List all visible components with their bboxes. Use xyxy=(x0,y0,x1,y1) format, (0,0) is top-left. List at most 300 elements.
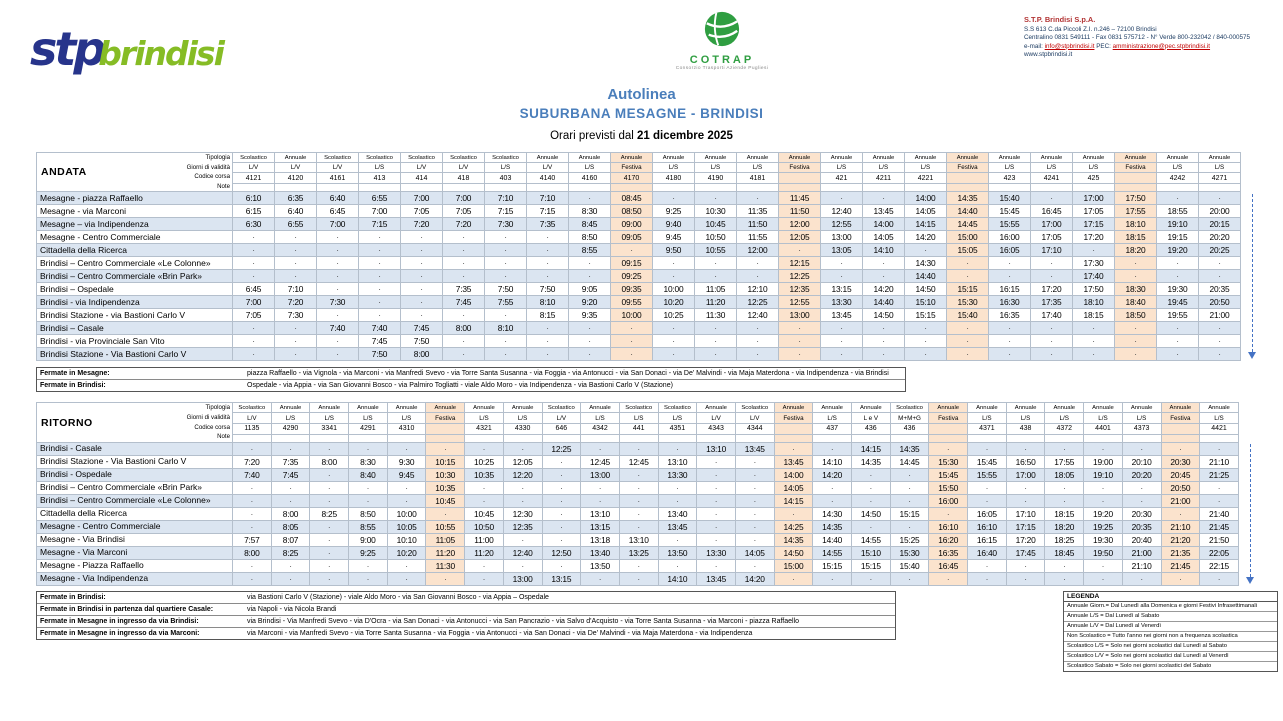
time-cell: 7:05 xyxy=(233,309,275,322)
stop-name: Brindisi – Centro Commerciale «Brin Park» xyxy=(37,270,233,283)
tipologia-cell: Annuale xyxy=(271,403,310,413)
time-cell: 11:30 xyxy=(426,559,465,572)
time-cell: 17:55 xyxy=(1115,205,1157,218)
note-cell xyxy=(1073,184,1115,192)
time-cell: 21:20 xyxy=(1161,533,1200,546)
note-cell xyxy=(465,434,504,442)
time-cell: 14:35 xyxy=(774,533,813,546)
note-cell xyxy=(735,434,774,442)
timetable-row xyxy=(37,231,1241,244)
time-cell: · xyxy=(779,322,821,335)
note-row xyxy=(37,616,895,628)
stop-name: Mesagne - Via Indipendenza xyxy=(37,572,233,585)
validity-prefix: Orari previsti dal xyxy=(550,130,634,142)
time-cell: 13:30 xyxy=(658,468,697,481)
time-cell: 14:15 xyxy=(774,494,813,507)
company-email-line xyxy=(1024,43,1269,52)
time-cell: 15:45 xyxy=(968,455,1007,468)
time-cell: · xyxy=(863,257,905,270)
note-row xyxy=(37,604,895,616)
note-text: via Brindisi - Via Manfredi Svevo - via D'Ocra - via San Donaci - via Antonucci - via San Pancrazio - via Salvo d'Acquisto - via Torre Santa Susanna - via Marconi - piazza Raffaello xyxy=(247,617,800,625)
time-cell: 6:45 xyxy=(233,283,275,296)
tipologia-cell: Annuale xyxy=(275,153,317,163)
time-cell: 17:40 xyxy=(1073,270,1115,283)
time-cell: · xyxy=(1115,322,1157,335)
note-cell xyxy=(233,184,275,192)
time-cell: 7:35 xyxy=(271,455,310,468)
time-cell: · xyxy=(1122,442,1161,455)
direction-label: ANDATA xyxy=(41,166,87,179)
pec-link[interactable]: amministrazione@pec.stpbrindisi.it xyxy=(1112,42,1211,50)
time-cell: · xyxy=(1157,322,1199,335)
stop-name: Mesagne - Centro Commerciale xyxy=(37,231,233,244)
codice-cell: 4161 xyxy=(317,173,359,184)
time-cell: 12:05 xyxy=(779,231,821,244)
time-cell: · xyxy=(852,481,891,494)
time-cell: 14:15 xyxy=(905,218,947,231)
time-cell: · xyxy=(569,348,611,361)
time-cell: 13:40 xyxy=(658,507,697,520)
codice-cell: 4351 xyxy=(658,423,697,434)
time-cell: 14:15 xyxy=(852,442,891,455)
time-cell: 10:00 xyxy=(653,283,695,296)
note-cell xyxy=(611,184,653,192)
time-cell: · xyxy=(968,559,1007,572)
time-cell: 12:10 xyxy=(737,283,779,296)
time-cell: · xyxy=(658,533,697,546)
time-cell: · xyxy=(779,244,821,257)
time-cell: · xyxy=(619,559,658,572)
timetable-row xyxy=(37,309,1241,322)
time-cell: 21:40 xyxy=(1200,507,1239,520)
time-cell: · xyxy=(359,244,401,257)
time-cell: 17:20 xyxy=(1006,533,1045,546)
time-cell: 18:45 xyxy=(1045,546,1084,559)
time-cell: 17:30 xyxy=(1073,257,1115,270)
tipologia-cell: Annuale xyxy=(774,403,813,413)
time-cell: 11:05 xyxy=(695,283,737,296)
codice-cell xyxy=(426,423,465,434)
codice-cell xyxy=(1161,423,1200,434)
time-cell: · xyxy=(359,283,401,296)
time-cell: 14:50 xyxy=(774,546,813,559)
time-cell: · xyxy=(1157,192,1199,205)
time-cell: · xyxy=(310,559,349,572)
codice-cell: 4344 xyxy=(735,423,774,434)
pec-label: PEC: xyxy=(1096,42,1111,50)
time-cell: 12:45 xyxy=(619,455,658,468)
time-cell: 18:20 xyxy=(1115,244,1157,257)
note-cell xyxy=(813,434,852,442)
time-cell: · xyxy=(465,494,504,507)
giorni-cell: L/S xyxy=(359,163,401,173)
time-cell: 12:45 xyxy=(581,455,620,468)
time-cell: 14:20 xyxy=(863,283,905,296)
time-cell: · xyxy=(821,322,863,335)
time-cell: 17:05 xyxy=(1031,231,1073,244)
header-row-label: Tipologia xyxy=(205,404,230,412)
time-cell: · xyxy=(737,270,779,283)
time-cell: 7:10 xyxy=(527,192,569,205)
time-cell: 19:20 xyxy=(1157,244,1199,257)
codice-cell: 437 xyxy=(813,423,852,434)
giorni-cell: L/S xyxy=(310,413,349,423)
time-cell: · xyxy=(929,507,968,520)
codice-cell: 4120 xyxy=(275,173,317,184)
time-cell: 10:30 xyxy=(695,205,737,218)
time-cell: 16:35 xyxy=(989,309,1031,322)
time-cell: · xyxy=(619,494,658,507)
note-cell xyxy=(581,434,620,442)
time-cell: 14:10 xyxy=(813,455,852,468)
time-cell: · xyxy=(890,572,929,585)
time-cell: 7:15 xyxy=(527,205,569,218)
giorni-cell: L/S xyxy=(1045,413,1084,423)
time-cell: · xyxy=(735,481,774,494)
time-cell: 8:00 xyxy=(233,546,272,559)
time-cell: 20:50 xyxy=(1161,481,1200,494)
time-cell: 7:45 xyxy=(401,322,443,335)
arrow-head-icon xyxy=(1248,352,1256,359)
time-cell: 7:50 xyxy=(527,283,569,296)
time-cell: · xyxy=(1199,335,1241,348)
time-cell: 17:45 xyxy=(1006,546,1045,559)
time-cell: 19:45 xyxy=(1157,296,1199,309)
tipologia-cell: Annuale xyxy=(779,153,821,163)
tipologia-cell: Annuale xyxy=(813,403,852,413)
codice-cell: 421 xyxy=(821,173,863,184)
time-cell: 14:55 xyxy=(813,546,852,559)
time-cell: · xyxy=(387,494,426,507)
time-cell: 7:20 xyxy=(401,218,443,231)
time-cell: · xyxy=(275,257,317,270)
time-cell: · xyxy=(1115,270,1157,283)
time-cell: · xyxy=(359,270,401,283)
time-cell: 13:45 xyxy=(821,309,863,322)
giorni-cell: L/S xyxy=(1157,163,1199,173)
giorni-cell: L/S xyxy=(503,413,542,423)
time-cell: 19:30 xyxy=(1084,533,1123,546)
tipologia-cell: Annuale xyxy=(611,153,653,163)
time-cell: 21:25 xyxy=(1200,468,1239,481)
time-cell: 16:15 xyxy=(989,283,1031,296)
time-cell: 7:45 xyxy=(443,296,485,309)
company-phones: Centralino 0831 549111 - Fax 0831 575712 - N° Verde 800-232042 / 840-000575 xyxy=(1024,34,1250,42)
time-cell: · xyxy=(542,520,581,533)
time-cell: 9:30 xyxy=(387,455,426,468)
legend-item: Scolastico Sabato = Solo nei giorni scolastici del Sabato xyxy=(1067,662,1212,669)
time-cell: · xyxy=(527,335,569,348)
time-cell: 14:40 xyxy=(905,270,947,283)
time-cell: · xyxy=(233,520,272,533)
giorni-cell: Festiva xyxy=(426,413,465,423)
company-info xyxy=(1024,8,1269,60)
codice-cell: 425 xyxy=(1073,173,1115,184)
time-cell: · xyxy=(233,559,272,572)
time-cell: · xyxy=(947,257,989,270)
time-cell: · xyxy=(359,257,401,270)
stp-logo-text: stp xyxy=(30,22,104,76)
time-cell: 08:50 xyxy=(611,205,653,218)
time-cell: 15:15 xyxy=(905,309,947,322)
time-cell: · xyxy=(774,442,813,455)
time-cell: 7:45 xyxy=(271,468,310,481)
giorni-cell: L e V xyxy=(852,413,891,423)
tipologia-cell: Annuale xyxy=(349,403,388,413)
note-label: Fermate in Brindisi: xyxy=(40,593,106,601)
note-cell xyxy=(947,184,989,192)
time-cell: · xyxy=(581,481,620,494)
legend-item: Scolastico L/V = Solo nei giorni scolastici dal Lunedì al Venerdì xyxy=(1064,652,1277,662)
stop-name: Mesagne - Via Marconi xyxy=(37,546,233,559)
time-cell: · xyxy=(852,468,891,481)
time-cell: 20:45 xyxy=(1161,468,1200,481)
time-cell: · xyxy=(1006,559,1045,572)
time-cell: · xyxy=(697,468,736,481)
time-cell: 14:10 xyxy=(658,572,697,585)
time-cell: 6:55 xyxy=(275,218,317,231)
time-cell: · xyxy=(697,520,736,533)
time-cell: 14:35 xyxy=(852,455,891,468)
header-row-label: Giorni di validità xyxy=(186,163,230,171)
legend-item: Scolastico L/S = Solo nei giorni scolastici dal Lunedì al Sabato xyxy=(1064,642,1277,652)
time-cell: 14:40 xyxy=(863,296,905,309)
stop-name: Brindisi – Casale xyxy=(37,322,233,335)
time-cell: · xyxy=(310,546,349,559)
codice-cell: 436 xyxy=(890,423,929,434)
time-cell: · xyxy=(1122,481,1161,494)
time-cell: 11:20 xyxy=(426,546,465,559)
timetable-row xyxy=(37,348,1241,361)
time-cell: 13:15 xyxy=(581,520,620,533)
timetable-row xyxy=(37,559,1239,572)
tipologia-cell: Annuale xyxy=(465,403,504,413)
time-cell: 15:30 xyxy=(890,546,929,559)
time-cell: 10:20 xyxy=(387,546,426,559)
codice-cell: 4271 xyxy=(1199,173,1241,184)
time-cell: 10:00 xyxy=(387,507,426,520)
time-cell: · xyxy=(569,270,611,283)
time-cell: 8:10 xyxy=(485,322,527,335)
time-cell: · xyxy=(774,507,813,520)
time-cell: 19:20 xyxy=(1084,507,1123,520)
time-cell: 15:10 xyxy=(905,296,947,309)
time-cell: 10:10 xyxy=(387,533,426,546)
time-cell: · xyxy=(317,270,359,283)
codice-cell: 414 xyxy=(401,173,443,184)
time-cell: 10:45 xyxy=(465,507,504,520)
time-cell: 14:30 xyxy=(813,507,852,520)
stop-name: Mesagne - via Marconi xyxy=(37,205,233,218)
time-cell: 7:05 xyxy=(443,205,485,218)
time-cell: 17:20 xyxy=(1073,231,1115,244)
note-cell xyxy=(426,434,465,442)
codice-cell: 4160 xyxy=(569,173,611,184)
time-cell: 12:55 xyxy=(821,218,863,231)
time-cell: · xyxy=(1157,270,1199,283)
note-cell xyxy=(275,184,317,192)
note-row xyxy=(37,628,895,639)
time-cell: 13:10 xyxy=(697,442,736,455)
time-cell: · xyxy=(443,231,485,244)
time-cell: 8:10 xyxy=(527,296,569,309)
time-cell: · xyxy=(989,270,1031,283)
tipologia-cell: Annuale xyxy=(989,153,1031,163)
time-cell: 21:00 xyxy=(1122,546,1161,559)
time-cell: 13:40 xyxy=(581,546,620,559)
time-cell: · xyxy=(863,322,905,335)
codice-cell: 3341 xyxy=(310,423,349,434)
time-cell: · xyxy=(542,494,581,507)
time-cell: · xyxy=(735,507,774,520)
time-cell: · xyxy=(569,257,611,270)
time-cell: 7:57 xyxy=(233,533,272,546)
tipologia-cell: Annuale xyxy=(310,403,349,413)
time-cell: 21:10 xyxy=(1122,559,1161,572)
time-cell: · xyxy=(695,257,737,270)
legend xyxy=(1063,591,1278,672)
time-cell: 14:35 xyxy=(947,192,989,205)
email-label: e-mail: xyxy=(1024,42,1043,50)
time-cell: · xyxy=(697,507,736,520)
time-cell: · xyxy=(735,455,774,468)
time-cell: · xyxy=(275,244,317,257)
time-cell: 10:35 xyxy=(426,481,465,494)
note-cell xyxy=(443,184,485,192)
time-cell: · xyxy=(813,494,852,507)
time-cell: · xyxy=(658,494,697,507)
timetable-row xyxy=(37,481,1239,494)
time-cell: 15:50 xyxy=(929,481,968,494)
time-cell: 18:05 xyxy=(1045,468,1084,481)
time-cell: 10:05 xyxy=(387,520,426,533)
codice-cell xyxy=(1115,173,1157,184)
time-cell: 15:15 xyxy=(852,559,891,572)
time-cell: · xyxy=(737,192,779,205)
note-row xyxy=(37,380,905,391)
time-cell: · xyxy=(569,322,611,335)
time-cell: · xyxy=(503,533,542,546)
time-cell: · xyxy=(735,559,774,572)
time-cell: 9:20 xyxy=(569,296,611,309)
tipologia-cell: Annuale xyxy=(821,153,863,163)
time-cell: · xyxy=(890,481,929,494)
time-cell: 7:00 xyxy=(317,218,359,231)
note-cell xyxy=(401,184,443,192)
time-cell: · xyxy=(653,322,695,335)
time-cell: · xyxy=(890,468,929,481)
time-cell: · xyxy=(485,244,527,257)
time-cell: 10:30 xyxy=(426,468,465,481)
stop-name: Brindisi – Centro Commerciale «Brin Park» xyxy=(37,481,233,494)
time-cell: · xyxy=(611,335,653,348)
time-cell: 19:15 xyxy=(1157,231,1199,244)
time-cell: · xyxy=(821,257,863,270)
stop-name: Cittadella della Ricerca xyxy=(37,244,233,257)
time-cell: 12:15 xyxy=(779,257,821,270)
email-link[interactable]: info@stpbrindisi.it xyxy=(1044,42,1095,50)
time-cell: 15:00 xyxy=(947,231,989,244)
time-cell: 09:15 xyxy=(611,257,653,270)
time-cell: · xyxy=(387,481,426,494)
time-cell: · xyxy=(349,494,388,507)
note-cell xyxy=(968,434,1007,442)
time-cell: · xyxy=(1006,494,1045,507)
time-cell: 14:40 xyxy=(947,205,989,218)
timetable-row xyxy=(37,507,1239,520)
note-cell xyxy=(1157,184,1199,192)
header-row-label: Codice corsa xyxy=(194,423,230,431)
note-cell xyxy=(1031,184,1073,192)
time-cell: 7:40 xyxy=(233,468,272,481)
time-cell: · xyxy=(317,335,359,348)
time-cell: 9:00 xyxy=(349,533,388,546)
stop-name: Cittadella della Ricerca xyxy=(37,507,233,520)
time-cell: · xyxy=(527,244,569,257)
time-cell: 11:50 xyxy=(779,205,821,218)
giorni-cell: L/V xyxy=(233,163,275,173)
time-cell: · xyxy=(443,348,485,361)
timetable-row xyxy=(37,468,1239,481)
time-cell: 21:10 xyxy=(1200,455,1239,468)
time-cell: 6:45 xyxy=(317,205,359,218)
time-cell: · xyxy=(1073,322,1115,335)
time-cell: 19:25 xyxy=(1084,520,1123,533)
time-cell: · xyxy=(735,533,774,546)
time-cell: 21:35 xyxy=(1161,546,1200,559)
time-cell: · xyxy=(485,257,527,270)
note-cell xyxy=(989,184,1031,192)
time-cell: 16:00 xyxy=(929,494,968,507)
time-cell: 18:15 xyxy=(1115,231,1157,244)
time-cell: · xyxy=(359,296,401,309)
time-cell: · xyxy=(1157,257,1199,270)
timetable-row xyxy=(37,296,1241,309)
time-cell: 16:40 xyxy=(968,546,1007,559)
time-cell: · xyxy=(653,348,695,361)
time-cell: · xyxy=(401,309,443,322)
time-cell: 20:40 xyxy=(1122,533,1161,546)
note-cell xyxy=(821,184,863,192)
time-cell: 8:55 xyxy=(349,520,388,533)
time-cell: 13:45 xyxy=(658,520,697,533)
stop-name: Brindisi - Casale xyxy=(37,442,233,455)
time-cell: 19:00 xyxy=(1084,455,1123,468)
time-cell: 15:40 xyxy=(989,192,1031,205)
time-cell: 15:10 xyxy=(852,546,891,559)
ritorno-section xyxy=(36,402,1239,585)
time-cell: 18:30 xyxy=(1115,283,1157,296)
time-cell: · xyxy=(653,270,695,283)
time-cell: · xyxy=(233,348,275,361)
header-row-label: Codice corsa xyxy=(194,173,230,181)
stop-name: Brindisi – Ospedale xyxy=(37,283,233,296)
tipologia-cell: Annuale xyxy=(387,403,426,413)
note-cell xyxy=(317,184,359,192)
time-cell: 16:20 xyxy=(929,533,968,546)
andata-table xyxy=(36,152,1241,361)
giorni-cell: Festiva xyxy=(1161,413,1200,423)
time-cell: · xyxy=(485,335,527,348)
time-cell: · xyxy=(619,481,658,494)
tipologia-cell: Annuale xyxy=(947,153,989,163)
title-line-name: SUBURBANA MESAGNE - BRINDISI xyxy=(519,106,764,121)
time-cell: 13:30 xyxy=(697,546,736,559)
codice-cell: 4372 xyxy=(1045,423,1084,434)
note-cell xyxy=(1006,434,1045,442)
andata-notes xyxy=(36,367,906,392)
time-cell: · xyxy=(852,520,891,533)
